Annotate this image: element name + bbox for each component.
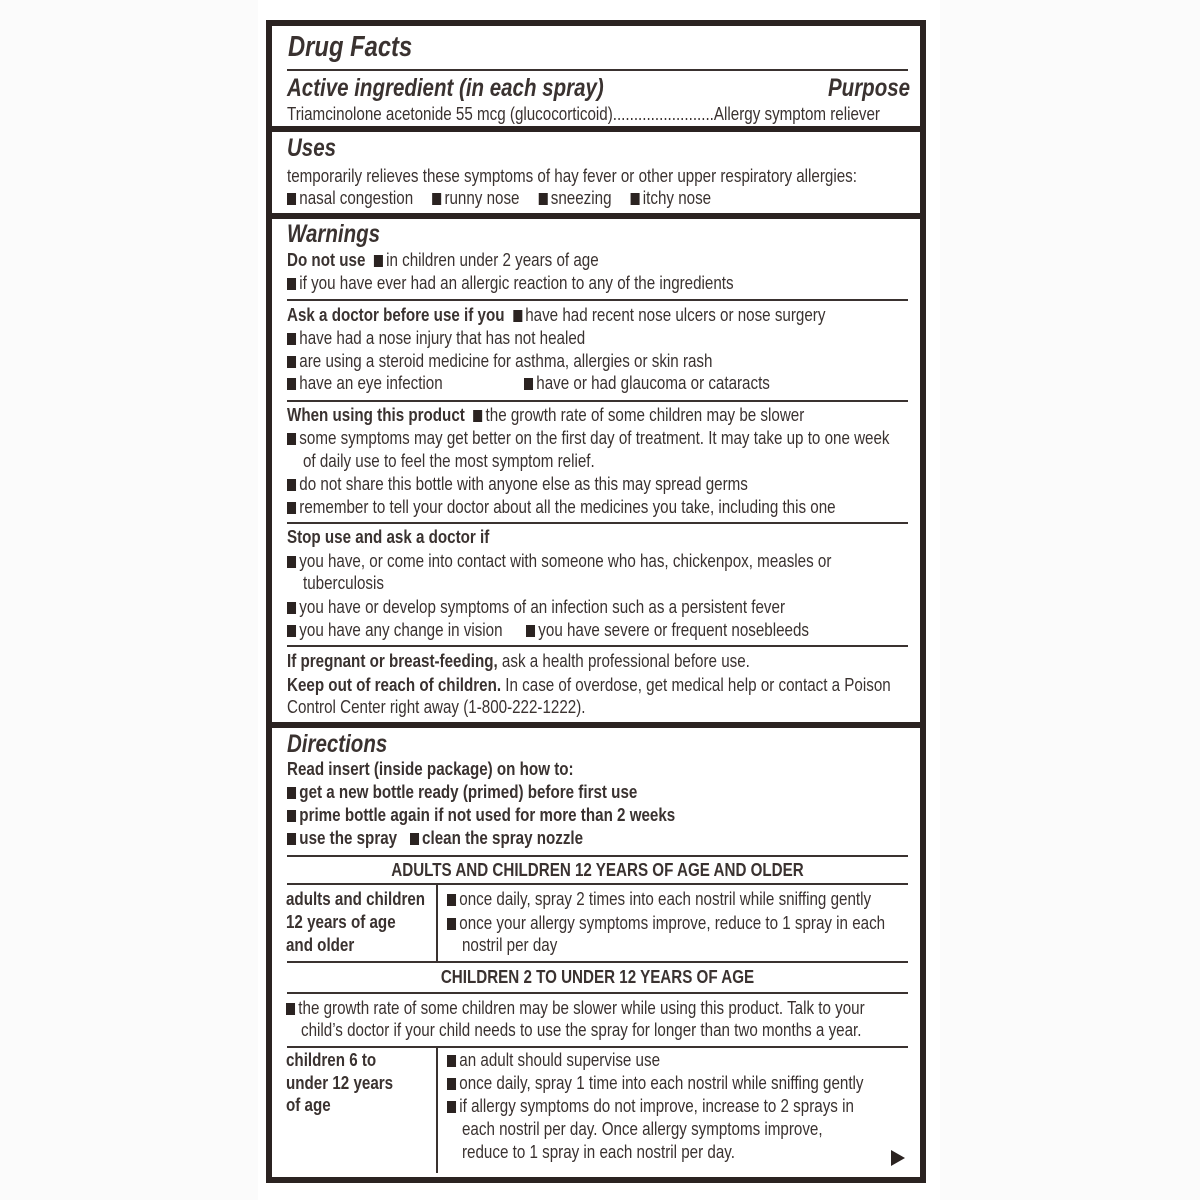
purpose: Allergy symptom reliever bbox=[713, 103, 880, 124]
children-item bbox=[447, 1049, 660, 1071]
section-bar bbox=[272, 126, 920, 132]
divider bbox=[287, 992, 908, 994]
bullet-icon bbox=[287, 193, 296, 205]
divider bbox=[287, 855, 908, 857]
adults-header: ADULTS AND CHILDREN 12 YEARS OF AGE AND OLDER bbox=[391, 859, 804, 880]
adults-label: and older bbox=[286, 934, 355, 955]
divider bbox=[287, 522, 908, 524]
note-text: the growth rate of some children may be slower while using this product. Talk to your bbox=[298, 997, 865, 1018]
warning-item bbox=[287, 550, 831, 572]
divider bbox=[287, 645, 908, 647]
when-using-label: When using this product bbox=[287, 404, 465, 425]
bullet-icon bbox=[287, 787, 296, 799]
direction-text: once your allergy symptoms improve, reduce to 1 spray in each bbox=[459, 912, 886, 933]
do-not-use-label: Do not use bbox=[287, 249, 366, 270]
adults-item bbox=[447, 912, 885, 934]
warning-item bbox=[287, 427, 890, 449]
direction-text: once daily, spray 1 time into each nostril while sniffing gently bbox=[459, 1072, 864, 1093]
directions-heading: Directions bbox=[287, 730, 388, 758]
warning-item bbox=[287, 473, 748, 495]
warning-item bbox=[287, 350, 712, 372]
divider bbox=[287, 961, 908, 963]
bullet-icon bbox=[526, 625, 535, 637]
direction-text: an adult should supervise use bbox=[459, 1049, 661, 1070]
adults-label: adults and children bbox=[286, 888, 426, 909]
adults-label: 12 years of age bbox=[286, 911, 396, 932]
symptom: sneezing bbox=[550, 187, 612, 208]
children-note bbox=[286, 997, 865, 1019]
warning-text: the growth rate of some children may be slower bbox=[485, 404, 805, 425]
warning-text: some symptoms may get better on the first day of treatment. It may take up to one week bbox=[299, 427, 890, 448]
warning-item-cont: tuberculosis bbox=[303, 572, 384, 593]
bullet-icon bbox=[447, 1101, 456, 1113]
pregnant-line bbox=[287, 650, 750, 672]
pregnant-label: If pregnant or breast-feeding, bbox=[287, 650, 498, 671]
bullet-icon bbox=[447, 1055, 456, 1067]
warning-text: have had recent nose ulcers or nose surgery bbox=[525, 304, 826, 325]
uses-intro: temporarily relieves these symptoms of hay fever or other upper respiratory allergies: bbox=[287, 165, 857, 186]
keep-out-text: In case of overdose, get medical help or contact a Poison bbox=[505, 674, 891, 695]
warning-text: have an eye infection bbox=[299, 372, 443, 393]
bullet-icon bbox=[410, 833, 419, 845]
bullet-icon bbox=[447, 894, 456, 906]
bullet-icon bbox=[286, 1003, 295, 1015]
continue-arrow-icon bbox=[891, 1150, 905, 1166]
direction-item bbox=[287, 804, 675, 826]
warning-text: if you have ever had an allergic reaction to any of the ingredients bbox=[299, 272, 734, 293]
direction-text: clean the spray nozzle bbox=[422, 827, 584, 848]
warning-item bbox=[287, 372, 443, 394]
warning-text: you have, or come into contact with someone who has, chickenpox, measles or bbox=[299, 550, 832, 571]
divider bbox=[287, 299, 908, 301]
bullet-icon bbox=[513, 310, 522, 322]
direction-text: if allergy symptoms do not improve, increase to 2 sprays in bbox=[459, 1095, 854, 1116]
uses-symptoms bbox=[287, 187, 711, 209]
warnings-heading: Warnings bbox=[287, 220, 381, 248]
when-using-line bbox=[287, 404, 804, 426]
ingredient: Triamcinolone acetonide 55 mcg (glucocorticoid)........................ bbox=[287, 103, 714, 124]
bullet-icon bbox=[287, 356, 296, 368]
direction-text: use the spray bbox=[299, 827, 398, 848]
warning-text: have or had glaucoma or cataracts bbox=[536, 372, 770, 393]
active-ingredient-line bbox=[287, 103, 880, 125]
bullet-icon bbox=[287, 278, 296, 290]
warning-text: have had a nose injury that has not healed bbox=[299, 327, 586, 348]
children-label: of age bbox=[286, 1094, 331, 1115]
warning-text: you have or develop symptoms of an infection such as a persistent fever bbox=[299, 596, 786, 617]
warning-item bbox=[287, 496, 836, 518]
divider bbox=[287, 883, 908, 885]
bullet-icon bbox=[524, 378, 533, 390]
ask-doctor-label: Ask a doctor before use if you bbox=[287, 304, 505, 325]
keep-out-text-cont: Control Center right away (1-800-222-1222). bbox=[287, 696, 586, 717]
bullet-icon bbox=[538, 193, 547, 205]
stop-use-label: Stop use and ask a doctor if bbox=[287, 526, 490, 547]
bullet-icon bbox=[287, 378, 296, 390]
pregnant-text: ask a health professional before use. bbox=[501, 650, 750, 671]
warning-item bbox=[287, 596, 785, 618]
children-item-cont: reduce to 1 spray in each nostril per day. bbox=[462, 1141, 735, 1162]
divider bbox=[287, 400, 908, 402]
warning-item bbox=[287, 619, 503, 641]
bullet-icon bbox=[287, 810, 296, 822]
direction-text: get a new bottle ready (primed) before first use bbox=[299, 781, 638, 802]
warning-item bbox=[526, 619, 809, 641]
bullet-icon bbox=[432, 193, 441, 205]
divider bbox=[287, 1046, 908, 1048]
bullet-icon bbox=[287, 625, 296, 637]
symptom: itchy nose bbox=[642, 187, 712, 208]
warning-item-cont: of daily use to feel the most symptom relief. bbox=[303, 450, 595, 471]
warning-text: do not share this bottle with anyone else as this may spread germs bbox=[299, 473, 748, 494]
adults-item bbox=[447, 888, 871, 910]
children-note-cont: child’s doctor if your child needs to use the spray for longer than two months a year. bbox=[301, 1019, 862, 1040]
keep-out-line bbox=[287, 674, 891, 696]
bullet-icon bbox=[287, 479, 296, 491]
uses-heading: Uses bbox=[287, 134, 337, 162]
warning-text: you have severe or frequent nosebleeds bbox=[538, 619, 810, 640]
bullet-icon bbox=[287, 502, 296, 514]
bullet-icon bbox=[374, 255, 383, 267]
divider bbox=[287, 69, 908, 71]
warning-item bbox=[524, 372, 770, 394]
bullet-icon bbox=[287, 333, 296, 345]
symptom: nasal congestion bbox=[299, 187, 414, 208]
warning-item bbox=[287, 272, 734, 294]
purpose-heading: Purpose bbox=[827, 74, 910, 102]
children-item-cont: each nostril per day. Once allergy symptoms improve, bbox=[462, 1118, 823, 1139]
bullet-icon bbox=[630, 193, 639, 205]
children-item bbox=[447, 1072, 863, 1094]
warning-text: remember to tell your doctor about all the medicines you take, including this one bbox=[299, 496, 836, 517]
adults-item-cont: nostril per day bbox=[462, 934, 558, 955]
children-label: under 12 years bbox=[286, 1072, 394, 1093]
bullet-icon bbox=[287, 556, 296, 568]
ask-doctor-line bbox=[287, 304, 825, 326]
bullet-icon bbox=[287, 433, 296, 445]
bullet-icon bbox=[287, 602, 296, 614]
warning-text: you have any change in vision bbox=[299, 619, 503, 640]
warning-text: are using a steroid medicine for asthma, allergies or skin rash bbox=[299, 350, 713, 371]
direction-text: once daily, spray 2 times into each nostril while sniffing gently bbox=[459, 888, 872, 909]
warning-item bbox=[287, 327, 585, 349]
direction-text: prime bottle again if not used for more than 2 weeks bbox=[299, 804, 676, 825]
active-ingredient-heading: Active ingredient (in each spray) bbox=[287, 74, 604, 102]
warning-item: in children under 2 years of age bbox=[386, 249, 599, 270]
children-label: children 6 to bbox=[286, 1049, 377, 1070]
keep-out-label: Keep out of reach of children. bbox=[287, 674, 502, 695]
children-item bbox=[447, 1095, 854, 1117]
bullet-icon bbox=[447, 1078, 456, 1090]
column-divider bbox=[436, 1047, 438, 1173]
children-header: CHILDREN 2 TO UNDER 12 YEARS OF AGE bbox=[440, 966, 755, 987]
section-bar bbox=[272, 213, 920, 219]
bullet-icon bbox=[447, 918, 456, 930]
drug-facts-title: Drug Facts bbox=[288, 31, 413, 63]
do-not-use-line bbox=[287, 249, 599, 271]
section-bar bbox=[272, 722, 920, 728]
bullet-icon bbox=[473, 410, 482, 422]
bullet-icon bbox=[287, 833, 296, 845]
direction-item bbox=[287, 827, 583, 849]
column-divider bbox=[436, 884, 438, 962]
direction-item bbox=[287, 781, 637, 803]
symptom: runny nose bbox=[444, 187, 520, 208]
directions-intro: Read insert (inside package) on how to: bbox=[287, 758, 574, 779]
